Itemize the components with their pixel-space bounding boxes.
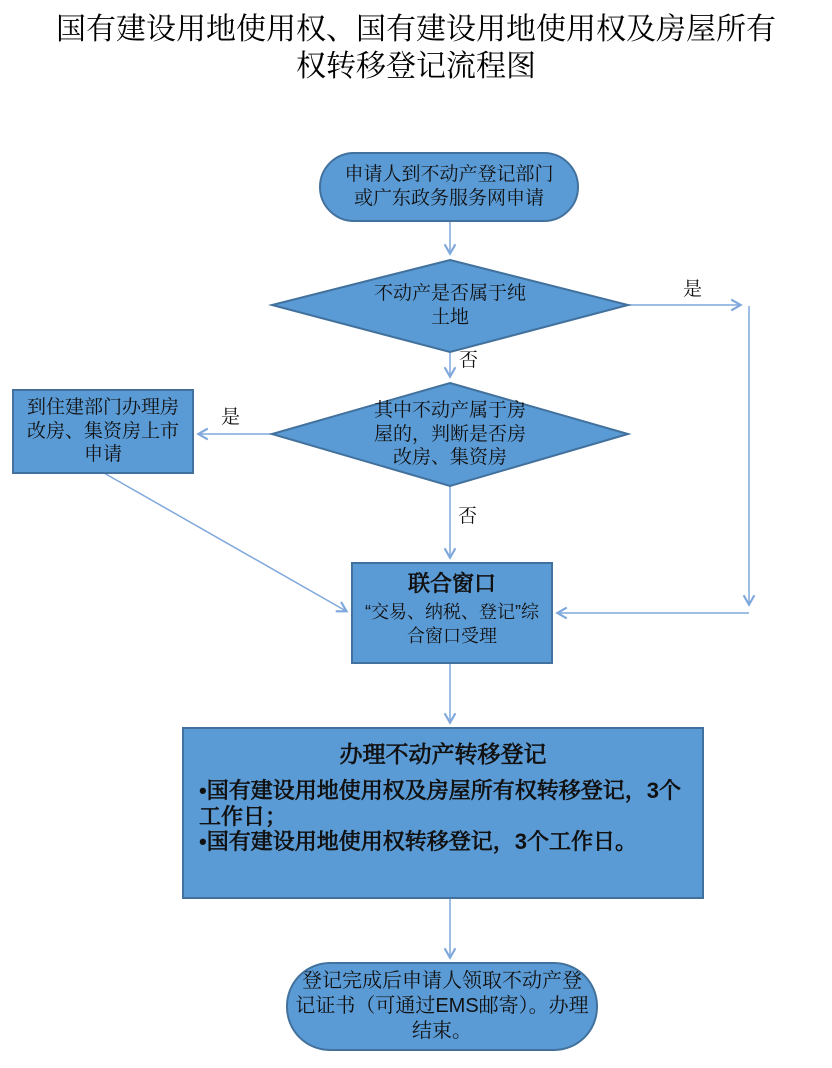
joint-window-content <box>352 563 552 663</box>
end-terminator-label: 登记完成后申请人领取不动产登记证书（可通过EMS邮寄）。办理结束。 <box>295 970 589 1042</box>
transfer-registration-bullet-1: •国有建设用地使用权及房屋所有权转移登记，3个工作日； <box>199 778 681 829</box>
page-title: 国有建设用地使用权、国有建设用地使用权及房屋所有权转移登记流程图 <box>56 13 776 83</box>
joint-window-title: 联合窗口 <box>407 571 496 596</box>
edge-label-housing-yes: 是 <box>221 407 241 428</box>
transfer-registration-bullet-2: •国有建设用地使用权转移登记，3个工作日。 <box>199 829 637 855</box>
edge-label-pure-land-no: 否 <box>459 350 479 371</box>
transfer-registration-title: 办理不动产转移登记 <box>339 741 547 767</box>
decision-housing-type-label: 其中不动产属于房屋的，判断是否房改房、集资房 <box>373 399 526 469</box>
edge-label-pure-land-yes: 是 <box>683 279 703 300</box>
start-terminator-label: 申请人到不动产登记部门或广东政务服务网申请 <box>344 164 554 209</box>
connector-housing-bureau-to-joint-window <box>104 473 346 611</box>
transfer-registration-content <box>183 728 703 898</box>
housing-bureau-label: 到住建部门办理房改房、集资房上市申请 <box>26 396 179 466</box>
joint-window-body: “交易、纳税、登记”综合窗口受理 <box>365 602 539 646</box>
decision-pure-land-label: 不动产是否属于纯土地 <box>373 283 526 328</box>
edge-label-housing-no: 否 <box>458 506 478 527</box>
